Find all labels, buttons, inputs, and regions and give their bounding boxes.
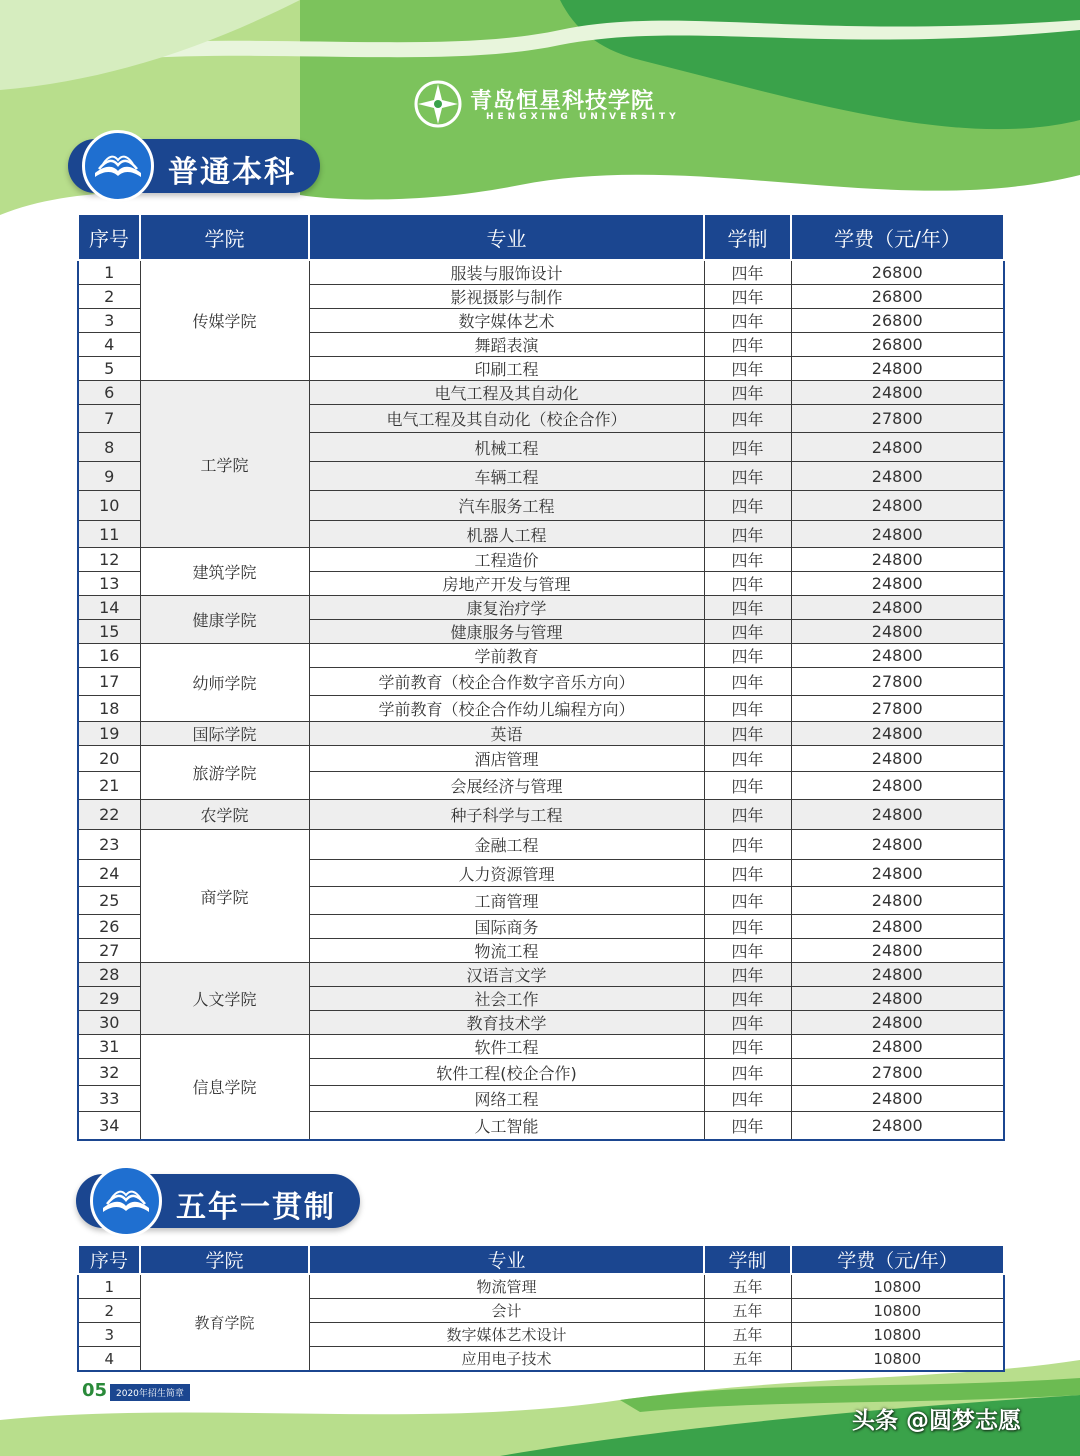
- cell-no: 9: [78, 462, 140, 491]
- cell-years: 五年: [704, 1347, 791, 1372]
- cell-major: 机械工程: [309, 433, 704, 462]
- cell-major: 国际商务: [309, 915, 704, 939]
- bachelor-table-body: [78, 260, 1004, 1140]
- col-header-major: 专业: [309, 1245, 704, 1274]
- cell-fee: 24800: [791, 381, 1004, 405]
- cell-major: 英语: [309, 722, 704, 746]
- cell-fee: 24800: [791, 887, 1004, 915]
- cell-years: 四年: [704, 987, 791, 1011]
- cell-major: 会计: [309, 1299, 704, 1323]
- cell-fee: 24800: [791, 830, 1004, 860]
- cell-no: 6: [78, 381, 140, 405]
- cell-fee: 10800: [791, 1274, 1004, 1299]
- cell-years: 四年: [704, 596, 791, 620]
- cell-no: 3: [78, 1323, 140, 1347]
- cell-no: 29: [78, 987, 140, 1011]
- cell-major: 健康服务与管理: [309, 620, 704, 644]
- cell-major: 舞蹈表演: [309, 333, 704, 357]
- cell-fee: 24800: [791, 1112, 1004, 1140]
- cell-no: 26: [78, 915, 140, 939]
- cell-major: 教育技术学: [309, 1011, 704, 1035]
- cell-no: 12: [78, 548, 140, 572]
- open-book-icon: [85, 133, 151, 199]
- cell-fee: 24800: [791, 462, 1004, 491]
- cell-college: 健康学院: [140, 596, 309, 644]
- col-header-no: 序号: [78, 214, 140, 260]
- cell-college: 传媒学院: [140, 260, 309, 381]
- cell-fee: 27800: [791, 696, 1004, 722]
- cell-major: 汉语言文学: [309, 963, 704, 987]
- cell-college: 建筑学院: [140, 548, 309, 596]
- cell-major: 物流管理: [309, 1274, 704, 1299]
- col-header-years: 学制: [704, 214, 791, 260]
- cell-major: 康复治疗学: [309, 596, 704, 620]
- cell-no: 18: [78, 696, 140, 722]
- cell-college: 人文学院: [140, 963, 309, 1035]
- section-badge-bachelor: [68, 139, 320, 193]
- cell-years: 四年: [704, 1011, 791, 1035]
- cell-fee: 24800: [791, 548, 1004, 572]
- cell-years: 四年: [704, 644, 791, 668]
- cell-major: 印刷工程: [309, 357, 704, 381]
- table-row: [78, 381, 1004, 405]
- cell-fee: 24800: [791, 746, 1004, 772]
- table-row: [78, 548, 1004, 572]
- cell-years: 四年: [704, 772, 791, 800]
- cell-fee: 24800: [791, 772, 1004, 800]
- cell-fee: 27800: [791, 405, 1004, 433]
- compass-star-icon: [414, 80, 462, 128]
- cell-no: 28: [78, 963, 140, 987]
- cell-years: 四年: [704, 357, 791, 381]
- cell-college: 幼师学院: [140, 644, 309, 722]
- cell-no: 1: [78, 260, 140, 285]
- cell-no: 11: [78, 521, 140, 548]
- col-header-college: 学院: [140, 214, 309, 260]
- cell-fee: 24800: [791, 620, 1004, 644]
- section-title-fiveyear: 五年一贯制: [176, 1190, 336, 1225]
- table-row: [78, 1035, 1004, 1059]
- cell-fee: 10800: [791, 1299, 1004, 1323]
- cell-years: 四年: [704, 333, 791, 357]
- cell-major: 软件工程: [309, 1035, 704, 1059]
- cell-years: 四年: [704, 620, 791, 644]
- cell-years: 四年: [704, 405, 791, 433]
- table-header-row: [78, 214, 1004, 260]
- cell-major: 服装与服饰设计: [309, 260, 704, 285]
- cell-no: 25: [78, 887, 140, 915]
- col-header-college: 学院: [140, 1245, 309, 1274]
- cell-years: 五年: [704, 1323, 791, 1347]
- cell-major: 社会工作: [309, 987, 704, 1011]
- cell-major: 金融工程: [309, 830, 704, 860]
- cell-fee: 24800: [791, 800, 1004, 830]
- cell-no: 1: [78, 1274, 140, 1299]
- cell-major: 学前教育（校企合作幼儿编程方向）: [309, 696, 704, 722]
- cell-no: 3: [78, 309, 140, 333]
- cell-major: 电气工程及其自动化（校企合作）: [309, 405, 704, 433]
- cell-years: 四年: [704, 860, 791, 887]
- cell-fee: 26800: [791, 260, 1004, 285]
- cell-no: 15: [78, 620, 140, 644]
- cell-years: 四年: [704, 1035, 791, 1059]
- cell-no: 16: [78, 644, 140, 668]
- table-header-row: [78, 1245, 1004, 1274]
- cell-no: 19: [78, 722, 140, 746]
- cell-major: 物流工程: [309, 939, 704, 963]
- cell-major: 会展经济与管理: [309, 772, 704, 800]
- cell-major: 房地产开发与管理: [309, 572, 704, 596]
- cell-years: 四年: [704, 1059, 791, 1086]
- watermark: 头条 @圆梦志愿: [852, 1408, 1022, 1434]
- cell-years: 四年: [704, 521, 791, 548]
- cell-no: 22: [78, 800, 140, 830]
- cell-fee: 26800: [791, 309, 1004, 333]
- cell-fee: 27800: [791, 668, 1004, 696]
- cell-years: 四年: [704, 800, 791, 830]
- cell-major: 学前教育: [309, 644, 704, 668]
- table-row: [78, 596, 1004, 620]
- cell-years: 四年: [704, 462, 791, 491]
- cell-years: 四年: [704, 963, 791, 987]
- cell-no: 23: [78, 830, 140, 860]
- cell-no: 7: [78, 405, 140, 433]
- col-header-years: 学制: [704, 1245, 791, 1274]
- cell-no: 8: [78, 433, 140, 462]
- cell-no: 34: [78, 1112, 140, 1140]
- cell-fee: 24800: [791, 572, 1004, 596]
- cell-fee: 24800: [791, 491, 1004, 521]
- fiveyear-table-body: [78, 1274, 1004, 1371]
- cell-major: 网络工程: [309, 1086, 704, 1112]
- cell-no: 5: [78, 357, 140, 381]
- cell-college: 信息学院: [140, 1035, 309, 1140]
- cell-fee: 24800: [791, 915, 1004, 939]
- col-header-no: 序号: [78, 1245, 140, 1274]
- cell-years: 四年: [704, 696, 791, 722]
- cell-fee: 24800: [791, 722, 1004, 746]
- cell-major: 车辆工程: [309, 462, 704, 491]
- cell-years: 四年: [704, 260, 791, 285]
- cell-no: 20: [78, 746, 140, 772]
- cell-fee: 27800: [791, 1059, 1004, 1086]
- cell-years: 四年: [704, 309, 791, 333]
- table-row: [78, 963, 1004, 987]
- cell-no: 2: [78, 1299, 140, 1323]
- cell-years: 四年: [704, 1112, 791, 1140]
- cell-major: 学前教育（校企合作数字音乐方向）: [309, 668, 704, 696]
- cell-years: 四年: [704, 491, 791, 521]
- cell-major: 软件工程(校企合作): [309, 1059, 704, 1086]
- cell-years: 四年: [704, 433, 791, 462]
- cell-years: 四年: [704, 830, 791, 860]
- col-header-fee: 学费（元/年）: [791, 1245, 1004, 1274]
- cell-major: 酒店管理: [309, 746, 704, 772]
- cell-fee: 24800: [791, 1011, 1004, 1035]
- cell-fee: 26800: [791, 285, 1004, 309]
- cell-years: 五年: [704, 1299, 791, 1323]
- open-book-icon: [93, 1168, 159, 1234]
- cell-college: 教育学院: [140, 1274, 309, 1371]
- cell-years: 四年: [704, 1086, 791, 1112]
- cell-major: 人力资源管理: [309, 860, 704, 887]
- table-row: [78, 830, 1004, 860]
- cell-major: 应用电子技术: [309, 1347, 704, 1372]
- cell-no: 14: [78, 596, 140, 620]
- cell-fee: 10800: [791, 1323, 1004, 1347]
- cell-no: 33: [78, 1086, 140, 1112]
- cell-major: 数字媒体艺术设计: [309, 1323, 704, 1347]
- col-header-fee: 学费（元/年）: [791, 214, 1004, 260]
- cell-years: 四年: [704, 915, 791, 939]
- cell-no: 10: [78, 491, 140, 521]
- cell-major: 汽车服务工程: [309, 491, 704, 521]
- cell-fee: 24800: [791, 987, 1004, 1011]
- cell-no: 4: [78, 333, 140, 357]
- bachelor-fee-table: [77, 213, 1005, 1141]
- cell-major: 工商管理: [309, 887, 704, 915]
- cell-fee: 24800: [791, 1086, 1004, 1112]
- table-row: [78, 644, 1004, 668]
- cell-fee: 24800: [791, 644, 1004, 668]
- school-logo: [414, 76, 714, 136]
- cell-fee: 10800: [791, 1347, 1004, 1372]
- cell-fee: 24800: [791, 860, 1004, 887]
- cell-years: 四年: [704, 887, 791, 915]
- cell-major: 影视摄影与制作: [309, 285, 704, 309]
- cell-no: 17: [78, 668, 140, 696]
- cell-fee: 24800: [791, 357, 1004, 381]
- cell-no: 21: [78, 772, 140, 800]
- section-title-bachelor: 普通本科: [168, 155, 296, 190]
- cell-fee: 26800: [791, 333, 1004, 357]
- cell-no: 24: [78, 860, 140, 887]
- brochure-label: 2020年招生简章: [110, 1384, 190, 1401]
- cell-years: 四年: [704, 746, 791, 772]
- cell-years: 五年: [704, 1274, 791, 1299]
- school-name-cn: 青岛恒星科技学院: [470, 88, 655, 114]
- cell-no: 31: [78, 1035, 140, 1059]
- cell-years: 四年: [704, 668, 791, 696]
- cell-major: 机器人工程: [309, 521, 704, 548]
- cell-college: 农学院: [140, 800, 309, 830]
- cell-major: 人工智能: [309, 1112, 704, 1140]
- cell-years: 四年: [704, 285, 791, 309]
- cell-college: 商学院: [140, 830, 309, 963]
- cell-major: 种子科学与工程: [309, 800, 704, 830]
- cell-college: 旅游学院: [140, 746, 309, 800]
- school-name-en: HENGXING UNIVERSITY: [486, 112, 680, 122]
- section-badge-fiveyear: [76, 1174, 360, 1228]
- table-row: [78, 260, 1004, 285]
- fiveyear-fee-table: [77, 1244, 1005, 1372]
- table-row: [78, 746, 1004, 772]
- cell-no: 4: [78, 1347, 140, 1372]
- table-row: [78, 1274, 1004, 1299]
- cell-fee: 24800: [791, 521, 1004, 548]
- cell-no: 32: [78, 1059, 140, 1086]
- cell-no: 30: [78, 1011, 140, 1035]
- cell-fee: 24800: [791, 939, 1004, 963]
- cell-years: 四年: [704, 722, 791, 746]
- table-row: [78, 800, 1004, 830]
- page-number: 05: [82, 1380, 108, 1401]
- cell-fee: 24800: [791, 433, 1004, 462]
- col-header-major: 专业: [309, 214, 704, 260]
- cell-major: 数字媒体艺术: [309, 309, 704, 333]
- book-badge: [90, 1165, 162, 1237]
- cell-fee: 24800: [791, 596, 1004, 620]
- cell-no: 13: [78, 572, 140, 596]
- cell-years: 四年: [704, 939, 791, 963]
- cell-major: 电气工程及其自动化: [309, 381, 704, 405]
- cell-fee: 24800: [791, 1035, 1004, 1059]
- cell-college: 工学院: [140, 381, 309, 548]
- cell-major: 工程造价: [309, 548, 704, 572]
- cell-no: 2: [78, 285, 140, 309]
- table-row: [78, 722, 1004, 746]
- cell-no: 27: [78, 939, 140, 963]
- cell-years: 四年: [704, 572, 791, 596]
- cell-years: 四年: [704, 548, 791, 572]
- cell-fee: 24800: [791, 963, 1004, 987]
- cell-years: 四年: [704, 381, 791, 405]
- book-badge: [82, 130, 154, 202]
- cell-college: 国际学院: [140, 722, 309, 746]
